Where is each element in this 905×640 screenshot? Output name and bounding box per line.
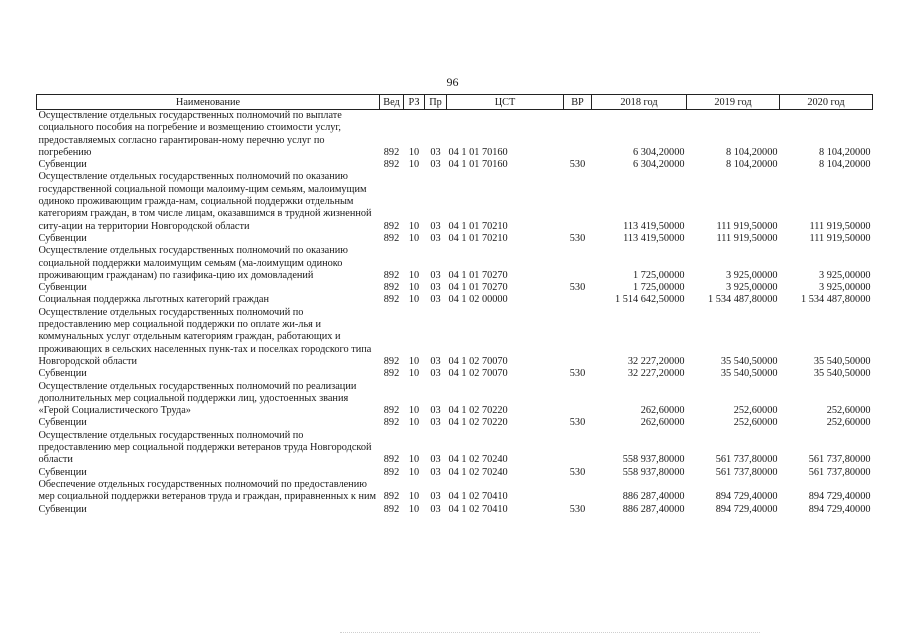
cell-ved: 892 (383, 405, 400, 417)
cell-ved: 892 (383, 491, 400, 503)
cell-pr: 03 (430, 146, 441, 158)
cell-vr (564, 171, 592, 232)
cell-y2018: 113 419,50000 (623, 232, 685, 244)
cell-rz: 10 (408, 232, 420, 244)
table-row (37, 307, 873, 368)
table-body (37, 110, 873, 516)
cell-rz: 10 (408, 368, 420, 380)
table-row (37, 467, 873, 479)
table-row (37, 294, 873, 306)
cell-y2020: 252,60000 (826, 417, 871, 429)
cell-rz: 10 (408, 146, 420, 158)
cell-y2020: 561 737,80000 (808, 466, 871, 478)
cell-ved: 892 (383, 269, 400, 281)
cell-cst: 04 1 02 70410 (448, 491, 508, 503)
cell-cst: 04 1 01 70160 (448, 159, 508, 171)
cell-cst: 04 1 02 70070 (448, 355, 508, 367)
header-vr: ВР (564, 95, 592, 110)
cell-pr: 03 (430, 159, 441, 171)
cell-y2020: 35 540,50000 (813, 355, 871, 367)
table-row (37, 171, 873, 232)
cell-rz: 10 (408, 159, 420, 171)
cell-y2018: 6 304,20000 (633, 146, 685, 158)
cell-ved: 892 (383, 232, 400, 244)
cell-vr (564, 381, 592, 418)
cell-vr: 530 (569, 466, 586, 478)
cell-y2019: 561 737,80000 (715, 466, 778, 478)
cell-ved: 892 (383, 466, 400, 478)
cell-pr: 03 (430, 417, 441, 429)
cell-pr: 03 (430, 368, 441, 380)
cell-name: Осуществление отдельных государственных полномочий по реализации дополнительных мер социальной поддержки лиц, удостоенных звания «Герой Социалистического Труда» (38, 380, 357, 417)
cell-pr: 03 (430, 405, 441, 417)
header-rz: РЗ (404, 95, 425, 110)
cell-cst: 04 1 02 00000 (448, 294, 508, 306)
cell-y2020: 111 919,50000 (809, 232, 871, 244)
cell-vr (564, 307, 592, 368)
cell-y2019: 252,60000 (733, 417, 778, 429)
cell-y2020: 3 925,00000 (819, 282, 871, 294)
cell-vr (564, 294, 592, 306)
cell-pr: 03 (430, 355, 441, 367)
cell-ved: 892 (383, 368, 400, 380)
cell-ved: 892 (383, 503, 400, 515)
cell-y2019: 894 729,40000 (715, 503, 778, 515)
cell-ved: 892 (383, 146, 400, 158)
cell-y2020: 561 737,80000 (808, 454, 871, 466)
table-row (37, 110, 873, 160)
cell-y2019: 35 540,50000 (720, 368, 778, 380)
cell-cst: 04 1 01 70160 (448, 146, 508, 158)
cell-y2018: 32 227,20000 (627, 368, 685, 380)
cell-vr (564, 479, 592, 504)
cell-pr: 03 (430, 232, 441, 244)
cell-vr: 530 (569, 232, 586, 244)
cell-y2018: 886 287,40000 (622, 503, 685, 515)
scan-artifact (340, 632, 760, 634)
cell-y2019: 3 925,00000 (726, 282, 778, 294)
cell-name: Осуществление отдельных государственных полномочий по предоставлению мер социальной поддержки ветеранов труда Новгородской области (38, 429, 372, 466)
cell-name: Осуществление отдельных государственных полномочий по оказанию социальной поддержки малоимущим семьям (ма-лоимущим одиноко проживающим гражданам) по газифика-цию их домовладений (38, 245, 348, 281)
header-ved: Вед (380, 95, 404, 110)
table-row (37, 417, 873, 429)
cell-name: Субвенции (38, 503, 87, 515)
cell-y2019: 8 104,20000 (726, 159, 778, 171)
cell-y2020: 252,60000 (826, 405, 871, 417)
cell-y2018: 262,60000 (640, 405, 685, 417)
cell-cst: 04 1 01 70270 (448, 269, 508, 281)
header-name: Наименование (37, 95, 380, 110)
cell-y2019: 111 919,50000 (716, 232, 778, 244)
cell-name: Социальная поддержка льготных категорий граждан (38, 294, 270, 306)
cell-cst: 04 1 02 70220 (448, 405, 508, 417)
cell-vr: 530 (569, 159, 586, 171)
table-row (37, 479, 873, 504)
header-2019: 2019 год (687, 95, 780, 110)
cell-y2018: 886 287,40000 (622, 491, 685, 503)
cell-pr: 03 (430, 503, 441, 515)
budget-table (36, 94, 873, 516)
cell-cst: 04 1 01 70210 (448, 232, 508, 244)
table-row (37, 368, 873, 380)
cell-ved: 892 (383, 355, 400, 367)
cell-rz: 10 (408, 269, 420, 281)
cell-name: Субвенции (38, 368, 87, 380)
cell-y2020: 8 104,20000 (819, 146, 871, 158)
cell-cst: 04 1 02 70240 (448, 466, 508, 478)
cell-rz: 10 (408, 220, 420, 232)
cell-y2020: 8 104,20000 (819, 159, 871, 171)
table-row (37, 504, 873, 516)
cell-name: Субвенции (38, 159, 87, 171)
cell-y2018: 32 227,20000 (627, 355, 685, 367)
cell-y2019: 561 737,80000 (715, 454, 778, 466)
cell-pr: 03 (430, 454, 441, 466)
table-row (37, 245, 873, 282)
cell-y2018: 1 725,00000 (633, 269, 685, 281)
cell-cst: 04 1 01 70270 (448, 282, 508, 294)
cell-rz: 10 (408, 405, 420, 417)
table-row (37, 381, 873, 418)
table-row (37, 282, 873, 294)
cell-name: Субвенции (38, 282, 87, 294)
cell-y2019: 3 925,00000 (726, 269, 778, 281)
cell-cst: 04 1 02 70220 (448, 417, 508, 429)
table-row (37, 159, 873, 171)
cell-pr: 03 (430, 491, 441, 503)
cell-rz: 10 (408, 466, 420, 478)
cell-cst: 04 1 02 70410 (448, 503, 508, 515)
cell-y2018: 262,60000 (640, 417, 685, 429)
cell-ved: 892 (383, 294, 400, 306)
cell-ved: 892 (383, 417, 400, 429)
cell-pr: 03 (430, 282, 441, 294)
cell-name: Осуществление отдельных государственных полномочий по выплате социального пособия на погребение и возмещению стоимости услуг, предоставляемых согласно гарантирован-ному перечню услуг по погребению (38, 110, 342, 158)
cell-vr (564, 430, 592, 467)
cell-vr: 530 (569, 368, 586, 380)
cell-y2019: 252,60000 (733, 405, 778, 417)
cell-y2019: 111 919,50000 (716, 220, 778, 232)
header-2020: 2020 год (780, 95, 873, 110)
header-pr: Пр (425, 95, 447, 110)
cell-name: Субвенции (38, 466, 87, 478)
cell-cst: 04 1 02 70070 (448, 368, 508, 380)
cell-y2018: 558 937,80000 (622, 466, 685, 478)
cell-ved: 892 (383, 454, 400, 466)
cell-y2020: 35 540,50000 (813, 368, 871, 380)
cell-y2018: 113 419,50000 (623, 220, 685, 232)
cell-y2020: 3 925,00000 (819, 269, 871, 281)
page-number: 96 (446, 75, 459, 89)
header-2018: 2018 год (592, 95, 687, 110)
cell-rz: 10 (408, 417, 420, 429)
cell-name: Субвенции (38, 417, 87, 429)
cell-y2018: 1 514 642,50000 (614, 294, 685, 306)
cell-y2019: 8 104,20000 (726, 146, 778, 158)
cell-vr (564, 110, 592, 160)
table-row (37, 233, 873, 245)
cell-cst: 04 1 01 70210 (448, 220, 508, 232)
cell-y2018: 6 304,20000 (633, 159, 685, 171)
cell-rz: 10 (408, 355, 420, 367)
cell-pr: 03 (430, 269, 441, 281)
cell-rz: 10 (408, 503, 420, 515)
cell-cst: 04 1 02 70240 (448, 454, 508, 466)
table-header (37, 95, 873, 110)
cell-name: Осуществление отдельных государственных полномочий по оказанию государственной социальной помощи малоиму-щим семьям, малоимущим одиноко проживающим гражда-нам, социальной поддержки отдельным категориям граждан, в том числе лицам, оказавшимся в трудной жизненной ситу-ации на территории Новгородской области (38, 171, 372, 232)
cell-vr (564, 245, 592, 282)
cell-ved: 892 (383, 282, 400, 294)
cell-y2019: 894 729,40000 (715, 491, 778, 503)
cell-vr: 530 (569, 503, 586, 515)
cell-name: Осуществление отдельных государственных полномочий по предоставлению мер социальной поддержки по оплате жи-лья и коммунальных услуг отдельным категориям граждан, работающих и проживающих в сельских населенных пунк-тах и поселках городского типа Новгородской области (38, 306, 372, 367)
cell-vr: 530 (569, 417, 586, 429)
table-row (37, 430, 873, 467)
cell-rz: 10 (408, 491, 420, 503)
cell-name: Обеспечение отдельных государственных полномочий по предоставлению мер социальной поддержки ветеранов труда и граждан, приравненных к ним (38, 478, 377, 503)
cell-y2020: 111 919,50000 (809, 220, 871, 232)
cell-y2019: 35 540,50000 (720, 355, 778, 367)
cell-y2020: 1 534 487,80000 (800, 294, 871, 306)
cell-pr: 03 (430, 294, 441, 306)
cell-vr: 530 (569, 282, 586, 294)
cell-y2020: 894 729,40000 (808, 491, 871, 503)
cell-name: Субвенции (38, 232, 87, 244)
cell-y2018: 1 725,00000 (633, 282, 685, 294)
cell-rz: 10 (408, 282, 420, 294)
cell-pr: 03 (430, 220, 441, 232)
cell-rz: 10 (408, 294, 420, 306)
cell-ved: 892 (383, 159, 400, 171)
cell-y2018: 558 937,80000 (622, 454, 685, 466)
header-cst: ЦСТ (447, 95, 564, 110)
cell-y2020: 894 729,40000 (808, 503, 871, 515)
cell-y2019: 1 534 487,80000 (707, 294, 778, 306)
cell-ved: 892 (383, 220, 400, 232)
cell-pr: 03 (430, 466, 441, 478)
cell-rz: 10 (408, 454, 420, 466)
